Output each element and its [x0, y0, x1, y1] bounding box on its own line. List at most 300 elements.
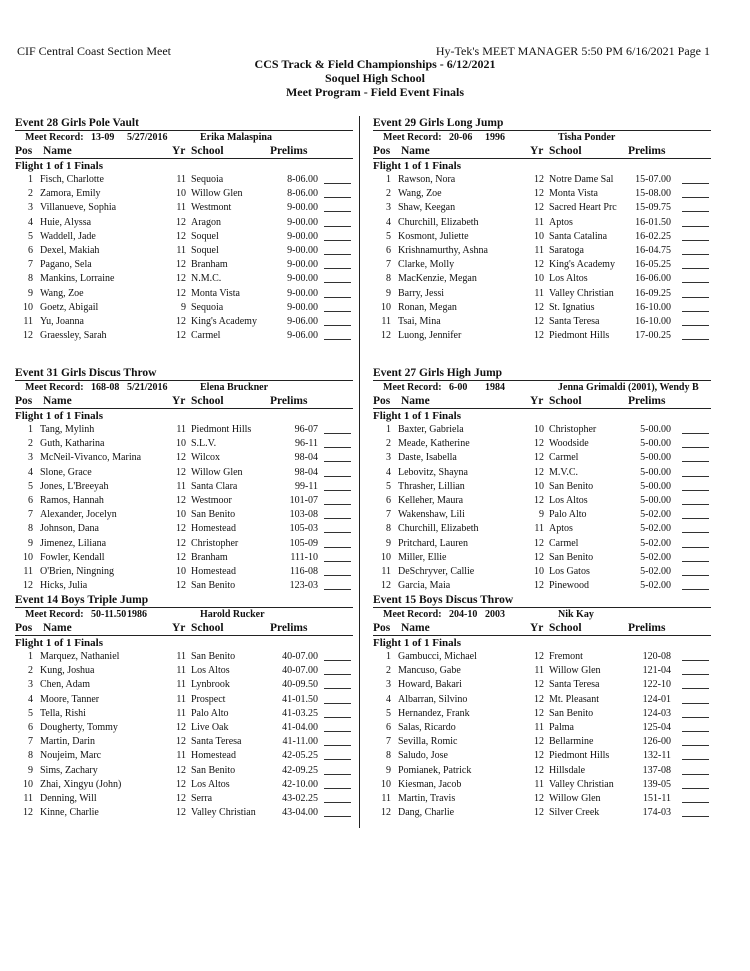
prelim-mark: 41-03.25 — [282, 707, 318, 719]
athlete-row — [373, 650, 711, 664]
header-yr: Yr — [530, 145, 544, 157]
prelim-mark: 43-04.00 — [282, 807, 318, 819]
year: 12 — [534, 537, 544, 549]
athlete-row — [15, 301, 353, 315]
athlete-row — [373, 301, 711, 315]
athlete-row — [15, 173, 353, 187]
year: 10 — [534, 424, 544, 435]
record-mark: 20-06 — [449, 132, 473, 143]
result-blank-line — [682, 745, 709, 746]
athlete-name: Jones, L'Breeyah — [40, 480, 109, 492]
athlete-row — [15, 287, 353, 301]
position: 6 — [386, 244, 391, 256]
athlete-name: Dougherty, Tommy — [40, 721, 118, 733]
athlete-row — [373, 216, 711, 230]
year: 11 — [176, 750, 186, 762]
software-stamp: Hy-Tek's MEET MANAGER 5:50 PM 6/16/2021 Page 1 — [435, 44, 710, 58]
position: 1 — [28, 174, 33, 185]
result-blank-line — [324, 268, 351, 269]
flight-label: Flight 1 of 1 Finals — [15, 410, 104, 422]
result-blank-line — [324, 297, 351, 298]
school: Christopher — [549, 424, 597, 435]
position: 7 — [386, 736, 391, 748]
year: 12 — [534, 651, 544, 662]
prelim-mark: 5-00.00 — [640, 424, 671, 435]
result-blank-line — [324, 731, 351, 732]
school: Aragon — [191, 216, 221, 228]
athlete-name: Luong, Jennifer — [398, 330, 462, 342]
school: Homestead — [191, 565, 236, 577]
prelim-mark: 122-10 — [642, 679, 671, 691]
result-blank-line — [324, 816, 351, 817]
school: Valley Christian — [549, 778, 614, 790]
athlete-row — [373, 466, 711, 480]
school: Santa Clara — [191, 480, 238, 492]
school: Sequoia — [191, 301, 224, 313]
athlete-name: Mankins, Lorraine — [40, 273, 115, 285]
athlete-row — [15, 494, 353, 508]
athlete-row — [15, 806, 353, 820]
athlete-row — [373, 315, 711, 329]
year: 11 — [176, 202, 186, 214]
athlete-row — [373, 187, 711, 201]
athlete-row — [15, 201, 353, 215]
position: 3 — [28, 679, 33, 691]
athlete-row — [373, 329, 711, 343]
position: 9 — [386, 537, 391, 549]
position: 12 — [381, 580, 391, 592]
athlete-name: Moore, Tanner — [40, 693, 100, 705]
prelim-mark: 40-07.00 — [282, 651, 318, 662]
result-blank-line — [324, 504, 351, 505]
year: 11 — [176, 651, 186, 662]
athlete-name: Zhai, Xingyu (John) — [40, 778, 122, 790]
athlete-row — [373, 258, 711, 272]
athlete-name: Johnson, Dana — [40, 523, 99, 535]
position: 8 — [28, 750, 33, 762]
school: Los Altos — [191, 778, 230, 790]
result-blank-line — [682, 589, 709, 590]
position: 7 — [28, 259, 33, 271]
school: Live Oak — [191, 721, 229, 733]
header-name: Name — [43, 395, 72, 407]
position: 4 — [386, 693, 391, 705]
meet-name: CIF Central Coast Section Meet — [17, 44, 171, 58]
athlete-name: Thrasher, Lillian — [398, 480, 465, 492]
result-blank-line — [682, 226, 709, 227]
athlete-name: Barry, Jessi — [398, 287, 445, 299]
school: San Benito — [191, 651, 236, 662]
athlete-name: Pomianek, Patrick — [398, 764, 472, 776]
prelim-mark: 137-08 — [642, 764, 671, 776]
school: St. Ignatius — [549, 301, 595, 313]
school: San Benito — [549, 707, 594, 719]
athlete-row — [15, 693, 353, 707]
venue-name: Soquel High School — [324, 71, 426, 85]
position: 3 — [28, 452, 33, 464]
school: Lynbrook — [191, 679, 230, 691]
athlete-row — [15, 650, 353, 664]
meet-title: CCS Track & Field Championships - 6/12/2021 — [254, 57, 496, 71]
school: Willow Glen — [549, 792, 601, 804]
meet-record — [373, 130, 711, 144]
prelim-mark: 5-00.00 — [640, 452, 671, 464]
athlete-name: Kiesman, Jacob — [398, 778, 462, 790]
result-blank-line — [682, 461, 709, 462]
result-blank-line — [682, 183, 709, 184]
year: 12 — [176, 466, 186, 478]
result-blank-line — [324, 547, 351, 548]
athlete-row — [15, 216, 353, 230]
result-blank-line — [324, 447, 351, 448]
header-pos: Pos — [15, 145, 33, 157]
record-label: Meet Record: — [25, 382, 84, 393]
school: Branham — [191, 551, 228, 563]
flight-label: Flight 1 of 1 Finals — [373, 410, 462, 422]
athlete-name: Kinne, Charlie — [40, 807, 99, 819]
school: Westmont — [191, 202, 232, 214]
year: 12 — [534, 736, 544, 748]
prelim-mark: 5-00.00 — [640, 466, 671, 478]
position: 6 — [386, 494, 391, 506]
school: Santa Catalina — [549, 230, 608, 242]
school: Los Gatos — [549, 565, 590, 577]
prelim-mark: 125-04 — [642, 721, 671, 733]
athlete-name: McNeil-Vivanco, Marina — [40, 452, 142, 464]
school: Christopher — [191, 537, 239, 549]
position: 12 — [23, 330, 33, 342]
position: 2 — [28, 438, 33, 450]
position: 10 — [381, 778, 391, 790]
year: 12 — [176, 315, 186, 327]
prelim-mark: 96-07 — [294, 424, 318, 435]
position: 2 — [386, 665, 391, 677]
school: Aptos — [549, 523, 573, 535]
position: 12 — [23, 580, 33, 592]
header-pos: Pos — [373, 395, 391, 407]
year: 12 — [176, 736, 186, 748]
result-blank-line — [682, 561, 709, 562]
record-date: 2003 — [485, 609, 505, 620]
record-holder: Nik Kay — [558, 609, 594, 620]
year: 12 — [534, 259, 544, 271]
header-yr: Yr — [530, 622, 544, 634]
result-blank-line — [682, 197, 709, 198]
school: Monta Vista — [549, 188, 598, 200]
athlete-row — [15, 678, 353, 692]
athlete-name: Huie, Alyssa — [40, 216, 92, 228]
result-blank-line — [324, 745, 351, 746]
athlete-name: Chen, Adam — [40, 679, 90, 691]
prelim-mark: 174-03 — [642, 807, 671, 819]
prelim-mark: 16-04.75 — [635, 244, 671, 256]
position: 6 — [386, 721, 391, 733]
athlete-row — [15, 764, 353, 778]
prelim-mark: 16-05.25 — [635, 259, 671, 271]
athlete-name: Ronan, Megan — [398, 301, 457, 313]
school: Westmoor — [191, 494, 232, 506]
prelim-mark: 96-11 — [295, 438, 318, 450]
prelim-mark: 5-02.00 — [640, 537, 671, 549]
athlete-name: Kelleher, Maura — [398, 494, 464, 506]
athlete-row — [373, 749, 711, 763]
athlete-row — [373, 551, 711, 565]
athlete-row — [373, 537, 711, 551]
column-headers — [15, 621, 353, 636]
header-school: School — [549, 622, 582, 634]
athlete-name: Zamora, Emily — [40, 188, 101, 200]
position: 6 — [28, 244, 33, 256]
year: 12 — [534, 202, 544, 214]
year: 12 — [534, 750, 544, 762]
header-yr: Yr — [530, 395, 544, 407]
year: 12 — [176, 330, 186, 342]
prelim-mark: 16-10.00 — [635, 315, 671, 327]
year: 10 — [534, 230, 544, 242]
athlete-row — [373, 230, 711, 244]
result-blank-line — [324, 240, 351, 241]
position: 10 — [23, 778, 33, 790]
athlete-name: Marquez, Nathaniel — [40, 651, 120, 662]
athlete-name: Baxter, Gabriela — [398, 424, 464, 435]
school: Palo Alto — [191, 707, 229, 719]
year: 11 — [534, 244, 544, 256]
meet-record — [373, 380, 711, 394]
athlete-row — [15, 315, 353, 329]
athlete-name: Gambucci, Michael — [398, 651, 477, 662]
athlete-row — [15, 721, 353, 735]
athlete-name: Churchill, Elizabeth — [398, 216, 479, 228]
prelim-mark: 9-00.00 — [287, 230, 318, 242]
year: 12 — [534, 315, 544, 327]
position: 11 — [381, 565, 391, 577]
position: 8 — [28, 273, 33, 285]
year: 12 — [176, 580, 186, 592]
year: 11 — [534, 216, 544, 228]
year: 11 — [534, 665, 544, 677]
athlete-row — [15, 329, 353, 343]
athlete-row — [373, 522, 711, 536]
year: 11 — [176, 665, 186, 677]
prelim-mark: 15-09.75 — [635, 202, 671, 214]
prelim-mark: 42-05.25 — [282, 750, 318, 762]
athlete-row — [373, 806, 711, 820]
header-pos: Pos — [15, 395, 33, 407]
athlete-row — [373, 494, 711, 508]
result-blank-line — [682, 660, 709, 661]
position: 4 — [28, 216, 33, 228]
record-mark: 13-09 — [91, 132, 115, 143]
result-blank-line — [682, 433, 709, 434]
prelim-mark: 42-09.25 — [282, 764, 318, 776]
athlete-row — [373, 272, 711, 286]
prelim-mark: 116-08 — [290, 565, 318, 577]
school: Valley Christian — [191, 807, 256, 819]
record-date: 1996 — [485, 132, 505, 143]
year: 12 — [534, 494, 544, 506]
year: 11 — [176, 424, 186, 435]
record-date: 5/27/2016 — [127, 132, 168, 143]
position: 6 — [28, 494, 33, 506]
year: 12 — [176, 778, 186, 790]
school: Soquel — [191, 230, 219, 242]
athlete-name: Clarke, Molly — [398, 259, 455, 271]
header-school: School — [191, 622, 224, 634]
prelim-mark: 126-00 — [642, 736, 671, 748]
athlete-name: Yu, Joanna — [40, 315, 84, 327]
year: 12 — [176, 551, 186, 563]
header-prelims: Prelims — [628, 395, 666, 407]
athlete-row — [15, 664, 353, 678]
school: Valley Christian — [549, 287, 614, 299]
athlete-row — [15, 272, 353, 286]
event-block — [15, 593, 353, 830]
position: 7 — [386, 509, 391, 521]
athlete-name: Lebovitz, Shayna — [398, 466, 468, 478]
position: 3 — [28, 202, 33, 214]
athlete-row — [373, 287, 711, 301]
header-prelims: Prelims — [270, 622, 308, 634]
result-blank-line — [682, 532, 709, 533]
record-holder: Erika Malaspina — [200, 132, 272, 143]
athlete-row — [373, 565, 711, 579]
position: 10 — [381, 301, 391, 313]
result-blank-line — [682, 504, 709, 505]
athlete-row — [15, 480, 353, 494]
result-blank-line — [324, 575, 351, 576]
column-divider — [359, 116, 360, 828]
result-blank-line — [324, 532, 351, 533]
position: 5 — [28, 707, 33, 719]
position: 9 — [28, 764, 33, 776]
school: Bellarmine — [549, 736, 594, 748]
header-prelims: Prelims — [628, 622, 666, 634]
prelim-mark: 5-02.00 — [640, 523, 671, 535]
year: 12 — [176, 807, 186, 819]
athlete-row — [15, 551, 353, 565]
position: 3 — [386, 452, 391, 464]
prelim-mark: 40-07.00 — [282, 665, 318, 677]
athlete-row — [15, 187, 353, 201]
athlete-name: Sims, Zachary — [40, 764, 98, 776]
school: Willow Glen — [549, 665, 601, 677]
athlete-name: Salas, Ricardo — [398, 721, 456, 733]
record-label: Meet Record: — [383, 609, 442, 620]
year: 12 — [534, 438, 544, 450]
prelim-mark: 5-02.00 — [640, 509, 671, 521]
record-holder: Jenna Grimaldi (2001), Wendy B — [558, 382, 699, 393]
event-block — [15, 116, 353, 353]
position: 2 — [28, 188, 33, 200]
year: 11 — [534, 778, 544, 790]
result-blank-line — [682, 282, 709, 283]
position: 12 — [381, 330, 391, 342]
athlete-row — [373, 693, 711, 707]
prelim-mark: 139-05 — [642, 778, 671, 790]
athlete-row — [373, 244, 711, 258]
result-blank-line — [682, 759, 709, 760]
program-title: Meet Program - Field Event Finals — [285, 85, 465, 99]
athlete-row — [373, 437, 711, 451]
school: Branham — [191, 259, 228, 271]
prelim-mark: 105-03 — [289, 523, 318, 535]
result-blank-line — [324, 660, 351, 661]
result-blank-line — [324, 461, 351, 462]
prelim-mark: 132-11 — [643, 750, 671, 762]
result-blank-line — [324, 674, 351, 675]
athlete-name: Denning, Will — [40, 792, 97, 804]
school: Carmel — [549, 452, 579, 464]
school: Homestead — [191, 523, 236, 535]
athlete-name: Shaw, Keegan — [398, 202, 456, 214]
result-blank-line — [682, 339, 709, 340]
athlete-name: Tsai, Mina — [398, 315, 441, 327]
year: 12 — [534, 466, 544, 478]
result-blank-line — [682, 788, 709, 789]
school: M.V.C. — [549, 466, 578, 478]
school: Los Altos — [549, 273, 588, 285]
result-blank-line — [324, 476, 351, 477]
result-blank-line — [324, 589, 351, 590]
athlete-row — [373, 664, 711, 678]
position: 11 — [23, 565, 33, 577]
position: 9 — [386, 764, 391, 776]
athlete-row — [15, 792, 353, 806]
result-blank-line — [682, 297, 709, 298]
year: 12 — [176, 452, 186, 464]
athlete-name: Churchill, Elizabeth — [398, 523, 479, 535]
school: N.M.C. — [191, 273, 222, 285]
position: 8 — [386, 750, 391, 762]
result-blank-line — [324, 561, 351, 562]
flight-label: Flight 1 of 1 Finals — [15, 160, 104, 172]
school: Mt. Pleasant — [549, 693, 599, 705]
prelim-mark: 98-04 — [294, 452, 318, 464]
event-title: Event 29 Girls Long Jump — [373, 117, 504, 129]
year: 12 — [534, 580, 544, 592]
prelim-mark: 43-02.25 — [282, 792, 318, 804]
prelim-mark: 42-10.00 — [282, 778, 318, 790]
header-pos: Pos — [373, 145, 391, 157]
athlete-name: Wakenshaw, Lili — [398, 509, 465, 521]
result-blank-line — [682, 717, 709, 718]
header-prelims: Prelims — [270, 145, 308, 157]
athlete-name: Jimenez, Liliana — [40, 537, 107, 549]
event-title: Event 14 Boys Triple Jump — [15, 594, 149, 606]
result-blank-line — [324, 759, 351, 760]
result-blank-line — [324, 703, 351, 704]
position: 11 — [381, 792, 391, 804]
result-blank-line — [682, 325, 709, 326]
result-blank-line — [324, 211, 351, 212]
result-blank-line — [682, 575, 709, 576]
athlete-row — [15, 423, 353, 437]
position: 5 — [28, 230, 33, 242]
position: 4 — [386, 466, 391, 478]
header-name: Name — [401, 145, 430, 157]
athlete-name: Krishnamurthy, Ashna — [398, 244, 488, 256]
year: 12 — [176, 494, 186, 506]
position: 8 — [28, 523, 33, 535]
position: 1 — [386, 174, 391, 185]
school: Silver Creek — [549, 807, 600, 819]
year: 10 — [176, 438, 186, 450]
school: King's Academy — [191, 315, 257, 327]
athlete-name: Fowler, Kendall — [40, 551, 105, 563]
header-school: School — [549, 145, 582, 157]
school: Santa Teresa — [549, 315, 600, 327]
flight-label: Flight 1 of 1 Finals — [373, 637, 462, 649]
